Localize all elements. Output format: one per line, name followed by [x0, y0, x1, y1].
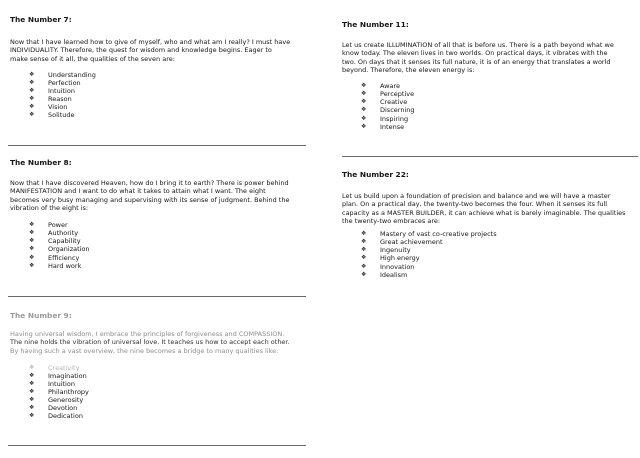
paragraph-line: MANIFESTATION and I want to do what it takes to attain what I want. The eight — [10, 187, 266, 196]
quality-list — [10, 221, 310, 270]
diamond-bullet-icon: ❖ — [29, 245, 35, 253]
list-item: ❖ Idealism — [361, 270, 408, 279]
paragraph-line: becomes very busy managing and supervising with its sense of judgment. Behind the — [10, 195, 290, 204]
list-item: ❖ Discerning — [361, 106, 415, 115]
paragraph-line: Now that I have learned how to give of myself, who and what am I really? I must have — [10, 38, 291, 46]
list-item: ❖ Capability — [29, 237, 81, 246]
diamond-bullet-icon: ❖ — [29, 396, 35, 404]
diamond-bullet-icon: ❖ — [29, 261, 35, 269]
quality-list — [342, 82, 638, 131]
paragraph-line: INDIVIDUALITY. Therefore, the quest for wisdom and knowledge begins. Eager to — [10, 46, 272, 55]
diamond-bullet-icon: ❖ — [361, 98, 367, 106]
list-item: ❖ Reason — [29, 95, 72, 104]
diamond-bullet-icon: ❖ — [29, 70, 35, 78]
paragraph-line: beyond. Therefore, the eleven energy is: — [342, 65, 475, 74]
quality-list — [10, 71, 310, 120]
section-divider — [342, 156, 638, 157]
section-number-11 — [342, 20, 638, 131]
list-item: ❖ Devotion — [29, 404, 78, 413]
diamond-bullet-icon: ❖ — [29, 221, 35, 229]
list-item: ❖ High energy — [361, 254, 420, 263]
list-item: ❖ Hard work — [29, 261, 82, 270]
diamond-bullet-icon: ❖ — [361, 90, 367, 98]
paragraph-line: Having universal wisdom, I embrace the principles of forgiveness and COMPASSION. — [10, 330, 285, 338]
list-item: ❖ Solitude — [29, 111, 75, 120]
section-heading: The Number 11: — [342, 20, 409, 29]
paragraph-line: Now that I have discovered Heaven, how do I bring it to earth? There is power behind — [10, 179, 289, 187]
paragraph-line: Let us build upon a foundation of precision and balance and we will have a master — [342, 192, 611, 200]
list-item: ❖ Great achievement — [361, 238, 443, 247]
diamond-bullet-icon: ❖ — [361, 82, 367, 90]
list-item: ❖ Philanthropy — [29, 388, 89, 397]
paragraph-line: know today. The eleven lives in two worlds. On practical days, it vibrates with the — [342, 49, 608, 58]
diamond-bullet-icon: ❖ — [29, 412, 35, 420]
diamond-bullet-icon: ❖ — [29, 111, 35, 119]
section-divider — [8, 296, 306, 297]
list-item: ❖ Organization — [29, 245, 90, 254]
diamond-bullet-icon: ❖ — [361, 246, 367, 254]
diamond-bullet-icon: ❖ — [29, 388, 35, 396]
paragraph-line: By having such a vast overview, the nine becomes a bridge to many qualities like: — [10, 346, 279, 355]
quality-list — [342, 230, 638, 279]
diamond-bullet-icon: ❖ — [29, 87, 35, 95]
paragraph-line: Let us create ILLUMINATION of all that is before us. There is a path beyond what we — [342, 41, 614, 49]
diamond-bullet-icon: ❖ — [361, 238, 367, 246]
list-item: ❖ Innovation — [361, 262, 415, 271]
list-item: ❖ Inspiring — [361, 114, 409, 123]
section-divider — [8, 445, 306, 446]
diamond-bullet-icon: ❖ — [361, 270, 367, 278]
list-item: ❖ Aware — [361, 82, 401, 91]
list-item: ❖ Perfection — [29, 78, 81, 87]
diamond-bullet-icon: ❖ — [29, 380, 35, 388]
paragraph-line: capacity as a MASTER BUILDER, it can achieve what is barely imaginable. The qualities — [342, 208, 626, 217]
list-item: ❖ Intuition — [29, 87, 75, 96]
diamond-bullet-icon: ❖ — [29, 371, 35, 379]
paragraph-line: the twenty-two embraces are: — [342, 216, 441, 225]
section-heading: The Number 22: — [342, 170, 409, 179]
paragraph-line: The nine holds the vibration of universal love. It teaches us how to accept each other. — [10, 338, 290, 347]
paragraph-line: vibration of the eight is: — [10, 203, 89, 212]
list-item: ❖ Intense — [361, 122, 405, 131]
diamond-bullet-icon: ❖ — [361, 254, 367, 262]
list-item: ❖ Mastery of vast co-creative projects — [361, 230, 497, 239]
diamond-bullet-icon: ❖ — [361, 106, 367, 114]
list-item: ❖ Understanding — [29, 70, 96, 79]
section-heading: The Number 7: — [10, 15, 72, 24]
list-item: ❖ Authority — [29, 229, 79, 238]
diamond-bullet-icon: ❖ — [361, 230, 367, 238]
diamond-bullet-icon: ❖ — [361, 262, 367, 270]
list-item: ❖ Power — [29, 221, 68, 230]
diamond-bullet-icon: ❖ — [361, 122, 367, 130]
paragraph-line: plan. On a practical day, the twenty-two becomes the four. When it senses its full — [342, 200, 608, 209]
diamond-bullet-icon: ❖ — [29, 363, 35, 371]
section-heading: The Number 9: — [10, 311, 72, 320]
list-item: ❖ Creativity — [29, 363, 80, 372]
list-item: ❖ Intuition — [29, 380, 75, 389]
list-item: ❖ Creative — [361, 98, 408, 107]
section-number-22 — [342, 170, 638, 279]
list-item: ❖ Vision — [29, 103, 68, 112]
list-item: ❖ Efficiency — [29, 253, 80, 262]
section-number-8 — [10, 158, 310, 270]
section-divider — [8, 145, 306, 146]
diamond-bullet-icon: ❖ — [29, 229, 35, 237]
list-item: ❖ Ingenuity — [361, 246, 411, 255]
list-item: ❖ Dedication — [29, 412, 83, 421]
list-item: ❖ Imagination — [29, 371, 87, 380]
list-item: ❖ Perceptive — [361, 90, 415, 99]
paragraph-line: make sense of it all, the qualities of the seven are: — [10, 54, 175, 63]
section-number-9 — [10, 311, 310, 421]
diamond-bullet-icon: ❖ — [29, 253, 35, 261]
diamond-bullet-icon: ❖ — [29, 95, 35, 103]
diamond-bullet-icon: ❖ — [29, 404, 35, 412]
section-heading: The Number 8: — [10, 158, 72, 167]
section-number-7 — [10, 15, 310, 119]
diamond-bullet-icon: ❖ — [361, 114, 367, 122]
paragraph-line: two. On days that it senses its full nature, it is of an energy that translates a world — [342, 57, 611, 66]
diamond-bullet-icon: ❖ — [29, 103, 35, 111]
diamond-bullet-icon: ❖ — [29, 237, 35, 245]
diamond-bullet-icon: ❖ — [29, 78, 35, 86]
list-item: ❖ Generosity — [29, 396, 84, 405]
quality-list — [10, 364, 310, 421]
